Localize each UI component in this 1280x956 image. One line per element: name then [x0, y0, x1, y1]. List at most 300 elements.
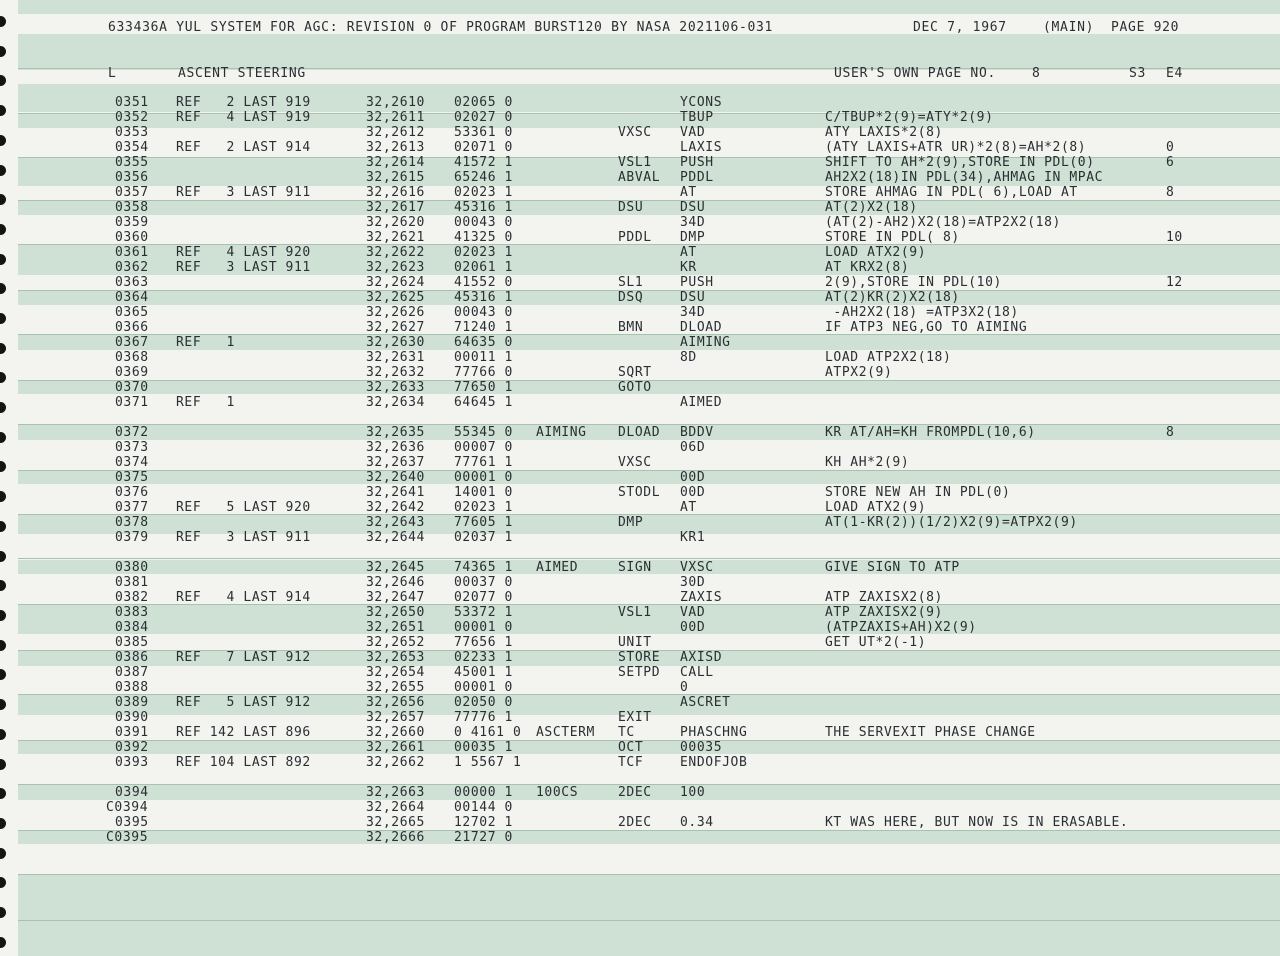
symbol-label: 100CS — [536, 785, 579, 800]
octal-word: 64635 0 — [454, 335, 513, 350]
listing-row — [0, 785, 1280, 800]
address: 32,2617 — [366, 200, 425, 215]
operand: DSU — [680, 290, 706, 305]
tractor-hole — [0, 937, 6, 948]
listing-row — [0, 680, 1280, 695]
comment: THE SERVEXIT PHASE CHANGE — [825, 725, 1036, 740]
octal-word: 55345 0 — [454, 425, 513, 440]
comment: AH2X2(18)IN PDL(34),AHMAG IN MPAC — [825, 170, 1104, 185]
greenbar-band — [18, 874, 1280, 920]
operand: PHASCHNG — [680, 725, 748, 740]
reference: REF 7 LAST 912 — [176, 650, 311, 665]
octal-word: 77761 1 — [454, 455, 513, 470]
line-number: 0385 — [115, 635, 149, 650]
octal-word: 00001 0 — [454, 620, 513, 635]
address: 32,2641 — [366, 485, 425, 500]
address: 32,2645 — [366, 560, 425, 575]
listing-row — [0, 95, 1280, 110]
comment: IF ATP3 NEG,GO TO AIMING — [825, 320, 1028, 335]
line-number: 0389 — [115, 695, 149, 710]
address: 32,2613 — [366, 140, 425, 155]
comment: C/TBUP*2(9)=ATY*2(9) — [825, 110, 994, 125]
line-number: 0358 — [115, 200, 149, 215]
opcode: VXSC — [618, 455, 652, 470]
comment: ATPX2(9) — [825, 365, 893, 380]
line-number: 0393 — [115, 755, 149, 770]
address: 32,2621 — [366, 230, 425, 245]
pdl-count: 12 — [1166, 275, 1183, 290]
listing-row — [0, 365, 1280, 380]
section-header — [0, 66, 1280, 81]
line-number: 0395 — [115, 815, 149, 830]
line-number: 0371 — [115, 395, 149, 410]
opcode: PDDL — [618, 230, 652, 245]
address: 32,2622 — [366, 245, 425, 260]
comment: STORE NEW AH IN PDL(0) — [825, 485, 1011, 500]
comment: STORE AHMAG IN PDL( 6),LOAD AT — [825, 185, 1078, 200]
reference: REF 3 LAST 911 — [176, 530, 311, 545]
line-number: C0395 — [106, 830, 149, 845]
reference: REF 3 LAST 911 — [176, 260, 311, 275]
octal-word: 02037 1 — [454, 530, 513, 545]
octal-word: 00043 0 — [454, 215, 513, 230]
operand: DMP — [680, 230, 706, 245]
listing-row — [0, 470, 1280, 485]
listing-row — [0, 560, 1280, 575]
pdl-count: 10 — [1166, 230, 1183, 245]
line-number: 0386 — [115, 650, 149, 665]
page-header — [0, 20, 1280, 35]
greenbar-rule — [18, 874, 1280, 875]
listing-row — [0, 665, 1280, 680]
header-title: 633436A YUL SYSTEM FOR AGC: REVISION 0 OF PROGRAM BURST120 BY NASA 2021106-031 — [108, 20, 774, 35]
header-date: DEC 7, 1967 — [913, 20, 1007, 35]
address: 32,2627 — [366, 320, 425, 335]
comment: ATP ZAXISX2(9) — [825, 605, 943, 620]
line-number: 0391 — [115, 725, 149, 740]
octal-word: 41572 1 — [454, 155, 513, 170]
octal-word: 00043 0 — [454, 305, 513, 320]
address: 32,2646 — [366, 575, 425, 590]
comment: AT(1-KR(2))(1/2)X2(9)=ATPX2(9) — [825, 515, 1078, 530]
address: 32,2661 — [366, 740, 425, 755]
comment: KR AT/AH=KH FROMPDL(10,6) — [825, 425, 1036, 440]
operand: 06D — [680, 440, 706, 455]
octal-word: 65246 1 — [454, 170, 513, 185]
address: 32,2610 — [366, 95, 425, 110]
listing-row — [0, 515, 1280, 530]
operand: VAD — [680, 605, 706, 620]
operand: 8D — [680, 350, 697, 365]
octal-word: 64645 1 — [454, 395, 513, 410]
octal-word: 77605 1 — [454, 515, 513, 530]
comment: SHIFT TO AH*2(9),STORE IN PDL(0) — [825, 155, 1095, 170]
address: 32,2624 — [366, 275, 425, 290]
opcode: DSQ — [618, 290, 644, 305]
operand: ENDOFJOB — [680, 755, 748, 770]
comment: ATY LAXIS*2(8) — [825, 125, 943, 140]
octal-word: 77650 1 — [454, 380, 513, 395]
listing-row — [0, 575, 1280, 590]
operand: PUSH — [680, 275, 714, 290]
opcode: SETPD — [618, 665, 661, 680]
line-number: 0355 — [115, 155, 149, 170]
comment: KH AH*2(9) — [825, 455, 910, 470]
opcode: SIGN — [618, 560, 652, 575]
listing-row — [0, 725, 1280, 740]
listing-row — [0, 395, 1280, 410]
address: 32,2635 — [366, 425, 425, 440]
listing-row — [0, 500, 1280, 515]
opcode: DSU — [618, 200, 644, 215]
operand: 34D — [680, 305, 706, 320]
listing-row — [0, 350, 1280, 365]
user-page-label: USER'S OWN PAGE NO. — [834, 66, 997, 81]
line-number: 0390 — [115, 710, 149, 725]
operand: AT — [680, 185, 697, 200]
octal-word: 00144 0 — [454, 800, 513, 815]
listing-row — [0, 830, 1280, 845]
octal-word: 02233 1 — [454, 650, 513, 665]
pdl-count: 8 — [1166, 425, 1175, 440]
listing-row — [0, 605, 1280, 620]
address: 32,2612 — [366, 125, 425, 140]
listing-row — [0, 590, 1280, 605]
listing-row — [0, 485, 1280, 500]
octal-word: 77656 1 — [454, 635, 513, 650]
opcode: GOTO — [618, 380, 652, 395]
octal-word: 00000 1 — [454, 785, 513, 800]
line-number: 0375 — [115, 470, 149, 485]
opcode: BMN — [618, 320, 644, 335]
line-number: 0369 — [115, 365, 149, 380]
listing-row — [0, 125, 1280, 140]
operand: PDDL — [680, 170, 714, 185]
reference: REF 4 LAST 919 — [176, 110, 311, 125]
address: 32,2623 — [366, 260, 425, 275]
operand: AIMED — [680, 395, 723, 410]
line-number: 0376 — [115, 485, 149, 500]
line-number: 0359 — [115, 215, 149, 230]
operand: LAXIS — [680, 140, 723, 155]
listing-row — [0, 290, 1280, 305]
pdl-count: 0 — [1166, 140, 1175, 155]
comment: GIVE SIGN TO ATP — [825, 560, 960, 575]
tractor-hole — [0, 877, 6, 888]
symbol-label: AIMED — [536, 560, 579, 575]
address: 32,2634 — [366, 395, 425, 410]
octal-word: 71240 1 — [454, 320, 513, 335]
operand: AT — [680, 245, 697, 260]
greenbar-band — [18, 920, 1280, 956]
address: 32,2620 — [366, 215, 425, 230]
listing-row — [0, 455, 1280, 470]
comment: -AH2X2(18) =ATP3X2(18) — [825, 305, 1019, 320]
octal-word: 45316 1 — [454, 290, 513, 305]
octal-word: 53361 0 — [454, 125, 513, 140]
listing-row — [0, 380, 1280, 395]
reference: REF 142 LAST 896 — [176, 725, 311, 740]
listing-row — [0, 275, 1280, 290]
operand: TBUP — [680, 110, 714, 125]
address: 32,2636 — [366, 440, 425, 455]
comment: (AT(2)-AH2)X2(18)=ATP2X2(18) — [825, 215, 1061, 230]
pdl-count: 8 — [1166, 185, 1175, 200]
listing-row — [0, 200, 1280, 215]
listing-row — [0, 215, 1280, 230]
operand: 0.34 — [680, 815, 714, 830]
address: 32,2656 — [366, 695, 425, 710]
octal-word: 14001 0 — [454, 485, 513, 500]
line-number: 0381 — [115, 575, 149, 590]
line-number: 0373 — [115, 440, 149, 455]
listing-row — [0, 620, 1280, 635]
line-number: 0379 — [115, 530, 149, 545]
address: 32,2633 — [366, 380, 425, 395]
octal-word: 00011 1 — [454, 350, 513, 365]
line-number: 0370 — [115, 380, 149, 395]
address: 32,2631 — [366, 350, 425, 365]
operand: KR1 — [680, 530, 706, 545]
address: 32,2626 — [366, 305, 425, 320]
listing-row — [0, 230, 1280, 245]
octal-word: 0 4161 0 — [454, 725, 522, 740]
greenbar-band — [18, 0, 1280, 14]
comment: AT KRX2(8) — [825, 260, 910, 275]
listing-row — [0, 650, 1280, 665]
octal-word: 00037 0 — [454, 575, 513, 590]
line-number: 0394 — [115, 785, 149, 800]
octal-word: 02023 1 — [454, 185, 513, 200]
line-number: 0351 — [115, 95, 149, 110]
pdl-count: 6 — [1166, 155, 1175, 170]
line-number: 0356 — [115, 170, 149, 185]
address: 32,2647 — [366, 590, 425, 605]
address: 32,2640 — [366, 470, 425, 485]
operand: AT — [680, 500, 697, 515]
opcode: DLOAD — [618, 425, 661, 440]
octal-word: 41325 0 — [454, 230, 513, 245]
octal-word: 77776 1 — [454, 710, 513, 725]
address: 32,2652 — [366, 635, 425, 650]
octal-word: 02071 0 — [454, 140, 513, 155]
header-main: (MAIN) — [1043, 20, 1095, 35]
operand: 00D — [680, 620, 706, 635]
address: 32,2632 — [366, 365, 425, 380]
line-number: 0365 — [115, 305, 149, 320]
opcode: VSL1 — [618, 155, 652, 170]
address: 32,2637 — [366, 455, 425, 470]
octal-word: 74365 1 — [454, 560, 513, 575]
opcode: UNIT — [618, 635, 652, 650]
line-number: 0378 — [115, 515, 149, 530]
line-number: C0394 — [106, 800, 149, 815]
listing-row — [0, 440, 1280, 455]
opcode: VXSC — [618, 125, 652, 140]
comment: LOAD ATX2(9) — [825, 245, 927, 260]
line-number: 0366 — [115, 320, 149, 335]
tractor-hole — [0, 907, 6, 918]
reference: REF 4 LAST 914 — [176, 590, 311, 605]
address: 32,2644 — [366, 530, 425, 545]
line-number: 0387 — [115, 665, 149, 680]
octal-word: 02061 1 — [454, 260, 513, 275]
operand: VXSC — [680, 560, 714, 575]
address: 32,2654 — [366, 665, 425, 680]
opcode: 2DEC — [618, 785, 652, 800]
line-number: 0363 — [115, 275, 149, 290]
line-number: 0362 — [115, 260, 149, 275]
operand: 00D — [680, 485, 706, 500]
octal-word: 41552 0 — [454, 275, 513, 290]
section-e4: E4 — [1166, 66, 1184, 81]
opcode: TC — [618, 725, 635, 740]
opcode: DMP — [618, 515, 644, 530]
opcode: ABVAL — [618, 170, 661, 185]
opcode: SQRT — [618, 365, 652, 380]
section-title: ASCENT STEERING — [178, 66, 306, 81]
address: 32,2625 — [366, 290, 425, 305]
comment: KT WAS HERE, BUT NOW IS IN ERASABLE. — [825, 815, 1129, 830]
octal-word: 00001 0 — [454, 470, 513, 485]
opcode: STORE — [618, 650, 661, 665]
listing-row — [0, 155, 1280, 170]
octal-word: 00001 0 — [454, 680, 513, 695]
octal-word: 02023 1 — [454, 245, 513, 260]
comment: ATP ZAXISX2(8) — [825, 590, 943, 605]
line-number: 0357 — [115, 185, 149, 200]
listing-row — [0, 755, 1280, 770]
operand: AXISD — [680, 650, 723, 665]
line-number: 0383 — [115, 605, 149, 620]
line-number: 0354 — [115, 140, 149, 155]
operand: YCONS — [680, 95, 723, 110]
line-number: 0352 — [115, 110, 149, 125]
octal-word: 02050 0 — [454, 695, 513, 710]
listing-row — [0, 800, 1280, 815]
comment: 2(9),STORE IN PDL(10) — [825, 275, 1002, 290]
line-number: 0380 — [115, 560, 149, 575]
octal-word: 02077 0 — [454, 590, 513, 605]
operand: KR — [680, 260, 697, 275]
symbol-label: AIMING — [536, 425, 587, 440]
address: 32,2614 — [366, 155, 425, 170]
line-number: 0388 — [115, 680, 149, 695]
listing-row — [0, 170, 1280, 185]
octal-word: 02027 0 — [454, 110, 513, 125]
octal-word: 53372 1 — [454, 605, 513, 620]
octal-word: 77766 0 — [454, 365, 513, 380]
line-number: 0372 — [115, 425, 149, 440]
comment: (ATY LAXIS+ATR UR)*2(8)=AH*2(8) — [825, 140, 1087, 155]
reference: REF 1 — [176, 395, 235, 410]
listing-row — [0, 710, 1280, 725]
operand: 00D — [680, 470, 706, 485]
opcode: SL1 — [618, 275, 644, 290]
address: 32,2611 — [366, 110, 425, 125]
comment: STORE IN PDL( 8) — [825, 230, 960, 245]
octal-word: 02023 1 — [454, 500, 513, 515]
address: 32,2615 — [366, 170, 425, 185]
listing-row — [0, 260, 1280, 275]
operand: 100 — [680, 785, 706, 800]
greenbar-band — [18, 34, 1280, 70]
opcode: STODL — [618, 485, 661, 500]
line-number: 0374 — [115, 455, 149, 470]
address: 32,2651 — [366, 620, 425, 635]
address: 32,2653 — [366, 650, 425, 665]
comment: AT(2)X2(18) — [825, 200, 918, 215]
operand: DSU — [680, 200, 706, 215]
address: 32,2643 — [366, 515, 425, 530]
line-number: 0353 — [115, 125, 149, 140]
octal-word: 00035 1 — [454, 740, 513, 755]
listing-row — [0, 335, 1280, 350]
line-number: 0364 — [115, 290, 149, 305]
reference: REF 4 LAST 920 — [176, 245, 311, 260]
greenbar-rule — [18, 920, 1280, 921]
opcode: EXIT — [618, 710, 652, 725]
address: 32,2666 — [366, 830, 425, 845]
octal-word: 45001 1 — [454, 665, 513, 680]
octal-word: 02065 0 — [454, 95, 513, 110]
operand: 30D — [680, 575, 706, 590]
reference: REF 2 LAST 919 — [176, 95, 311, 110]
octal-word: 00007 0 — [454, 440, 513, 455]
operand: 34D — [680, 215, 706, 230]
address: 32,2662 — [366, 755, 425, 770]
line-number: 0360 — [115, 230, 149, 245]
greenbar-rule — [18, 558, 1280, 559]
symbol-label: ASCTERM — [536, 725, 595, 740]
address: 32,2616 — [366, 185, 425, 200]
comment: AT(2)KR(2)X2(18) — [825, 290, 960, 305]
comment: (ATPZAXIS+AH)X2(9) — [825, 620, 977, 635]
operand: ASCRET — [680, 695, 731, 710]
operand: BDDV — [680, 425, 714, 440]
opcode: OCT — [618, 740, 644, 755]
comment: LOAD ATX2(9) — [825, 500, 927, 515]
octal-word: 45316 1 — [454, 200, 513, 215]
operand: 00035 — [680, 740, 723, 755]
operand: 0 — [680, 680, 689, 695]
comment: LOAD ATP2X2(18) — [825, 350, 952, 365]
address: 32,2657 — [366, 710, 425, 725]
operand: PUSH — [680, 155, 714, 170]
operand: VAD — [680, 125, 706, 140]
line-number: 0367 — [115, 335, 149, 350]
address: 32,2630 — [366, 335, 425, 350]
address: 32,2650 — [366, 605, 425, 620]
line-number: 0392 — [115, 740, 149, 755]
listing-row — [0, 185, 1280, 200]
user-page-number: 8 — [1032, 66, 1041, 81]
line-number: 0382 — [115, 590, 149, 605]
listing-row — [0, 815, 1280, 830]
listing-row — [0, 425, 1280, 440]
listing-row — [0, 245, 1280, 260]
listing-row — [0, 695, 1280, 710]
reference: REF 2 LAST 914 — [176, 140, 311, 155]
reference: REF 104 LAST 892 — [176, 755, 311, 770]
address: 32,2664 — [366, 800, 425, 815]
listing-row — [0, 140, 1280, 155]
line-number: 0377 — [115, 500, 149, 515]
line-number: 0361 — [115, 245, 149, 260]
listing-row — [0, 635, 1280, 650]
reference: REF 5 LAST 920 — [176, 500, 311, 515]
listing-row — [0, 110, 1280, 125]
